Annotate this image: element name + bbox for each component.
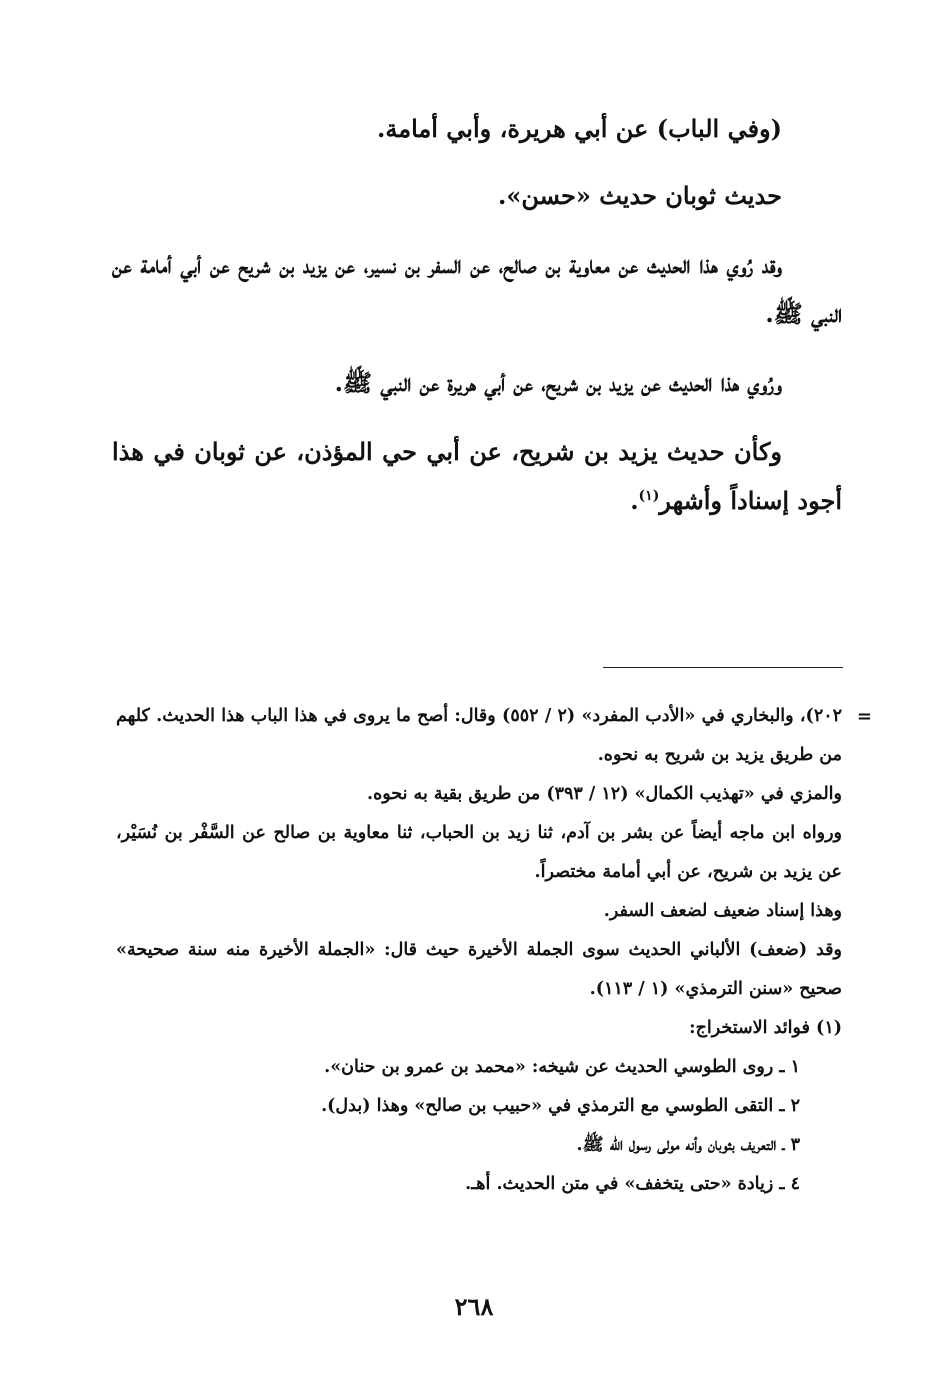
footnote-list-item: ٣ ـ التعريف بثوبان وأنه مولى رسول الله ﷺ.	[576, 1135, 800, 1155]
paragraph-5-end: .	[630, 486, 639, 515]
footnote-heading: (١) فوائد الاستخراج:	[689, 1018, 842, 1038]
footnote-list-item: ٢ ـ التقى الطوسي مع الترمذي في «حبيب بن صالح» وهذا (بدل).	[321, 1096, 800, 1116]
footnote-line: ٢٠٢)، والبخاري في «الأدب المفرد» (٢ / ٥٥٢) وقال: أصح ما يروى في هذا الباب هذا الحديث. كلهم من طريق يزيد بن شريح به نحوه.	[116, 706, 843, 765]
paragraph-5	[112, 427, 842, 525]
footnote-line: والمزي في «تهذيب الكمال» (١٢ / ٣٩٣) من طريق بقية به نحوه.	[367, 784, 842, 804]
main-text	[112, 104, 842, 545]
footnote-line: ورواه ابن ماجه أيضاً عن بشر بن آدم، ثنا زيد بن الحباب، ثنا معاوية بن صالح عن السَّفْر بن نُسَيْر، عن يزيد بن شريح، عن أبي أمامة مختصراً.	[116, 823, 842, 882]
footnote-divider	[603, 667, 843, 668]
paragraph-5-text: وكأن حديث يزيد بن شريح، عن أبي حي المؤذن، عن ثوبان في هذا أجود إسناداً وأشهر	[112, 437, 842, 515]
paragraph-3: وقد رُوي هذا الحديث عن معاوية بن صالح، عن السفر بن نسير، عن يزيد بن شريح عن أبي أمامة عن النبي ﷺ.	[112, 250, 842, 328]
paragraph-4: ورُوي هذا الحديث عن يزيد بن شريح، عن أبي هريرة عن النبي ﷺ.	[334, 368, 782, 397]
footnotes	[116, 697, 872, 1204]
footnote-list	[116, 1048, 842, 1204]
footnote-line: وقد (ضعف) الألباني الحديث سوى الجملة الأخيرة حيث قال: «الجملة الأخيرة منه سنة صحيحة» صحيح «سنن الترمذي» (١ / ١١٣).	[116, 940, 842, 999]
continuation-mark: =	[856, 706, 872, 727]
footnote-list-item: ١ ـ روى الطوسي الحديث عن شيخه: «محمد بن عمرو بن حنان».	[324, 1057, 800, 1077]
paragraph-1: (وفي الباب) عن أبي هريرة، وأبي أمامة.	[377, 114, 782, 143]
page-number: ٢٦٨	[454, 1292, 494, 1321]
paragraph-2: حديث ثوبان حديث «حسن».	[498, 181, 782, 210]
footnote-line: وهذا إسناد ضعيف لضعف السفر.	[603, 901, 842, 921]
footnote-list-item: ٤ ـ زيادة «حتى يتخفف» في متن الحديث. أهـ.	[465, 1174, 800, 1194]
footnote-reference: (١)	[638, 488, 660, 504]
